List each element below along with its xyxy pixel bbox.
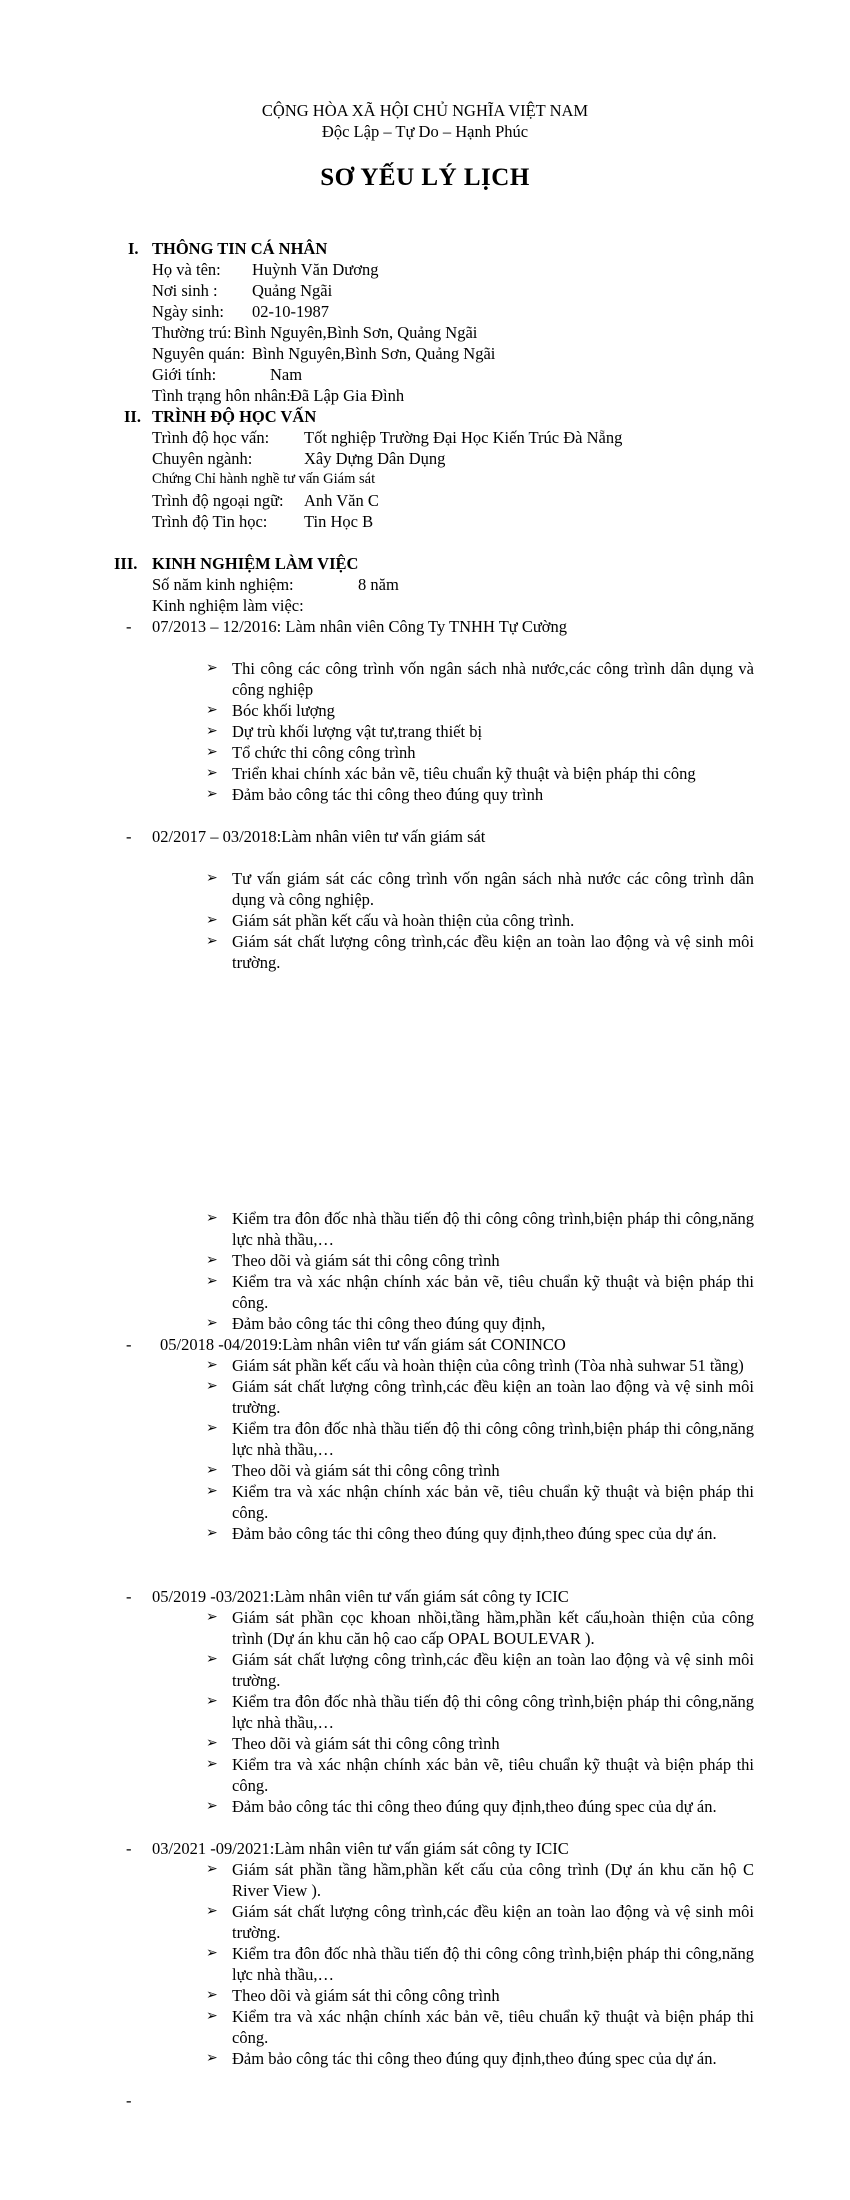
arrow-bullet-icon: ➢ <box>206 1693 218 1709</box>
list-item: ➢ Giám sát chất lượng công trình,các đều kiện an toàn lao động và vệ sinh môi trường. <box>206 1902 754 1942</box>
list-item: ➢ Theo dõi và giám sát thi công công trình <box>206 1986 500 2005</box>
list-item: ➢ Kiểm tra và xác nhận chính xác bản vẽ, tiêu chuẩn kỹ thuật và biện pháp thi công. <box>206 2007 754 2047</box>
list-item: ➢ Kiểm tra và xác nhận chính xác bản vẽ, tiêu chuẩn kỹ thuật và biện pháp thi công. <box>206 1272 754 1312</box>
job-bullet-list <box>206 1859 754 2069</box>
list-item: ➢ Đảm bảo công tác thi công theo đúng quy định,theo đúng spec của dự án. <box>206 1797 717 1816</box>
residence-label: Thường trú: <box>152 323 232 342</box>
nation-header: CỘNG HÒA XÃ HỘI CHỦ NGHĨA VIỆT NAM <box>261 101 589 120</box>
arrow-bullet-icon: ➢ <box>206 2050 218 2066</box>
arrow-bullet-icon: ➢ <box>206 2008 218 2024</box>
list-item: ➢ Kiểm tra đôn đốc nhà thầu tiến độ thi công công trình,biện pháp thi công,năng lực nhà thầu,… <box>206 1419 754 1459</box>
section-title-education: TRÌNH ĐỘ HỌC VẤN <box>152 407 317 426</box>
arrow-bullet-icon: ➢ <box>206 765 218 781</box>
job-dash: - <box>126 827 132 846</box>
education-level-label: Trình độ học vấn: <box>152 428 270 447</box>
arrow-bullet-icon: ➢ <box>206 1378 218 1394</box>
job-bullet-list <box>206 868 754 973</box>
residence-value: Bình Nguyên,Bình Sơn, Quảng Ngãi <box>234 323 478 342</box>
list-item: ➢ Kiểm tra đôn đốc nhà thầu tiến độ thi công công trình,biện pháp thi công,năng lực nhà thầu,… <box>206 1692 754 1732</box>
marital-label: Tình trạng hôn nhân: <box>152 386 291 405</box>
arrow-bullet-icon: ➢ <box>206 912 218 928</box>
dob-value: 02-10-1987 <box>252 302 329 321</box>
list-item: ➢ Giám sát phần kết cấu và hoàn thiện của công trình. <box>206 911 575 930</box>
arrow-bullet-icon: ➢ <box>206 1945 218 1961</box>
list-item: ➢ Theo dõi và giám sát thi công công trình <box>206 1734 500 1753</box>
education-level-value: Tốt nghiệp Trường Đại Học Kiến Trúc Đà Nẵng <box>304 428 623 447</box>
list-item: ➢ Tổ chức thi công công trình <box>206 743 416 762</box>
arrow-bullet-icon: ➢ <box>206 1651 218 1667</box>
arrow-bullet-icon: ➢ <box>206 1210 218 1226</box>
list-item: ➢ Kiểm tra đôn đốc nhà thầu tiến độ thi công công trình,biện pháp thi công,năng lực nhà thầu,… <box>206 1209 754 1249</box>
section-number: II. <box>124 407 141 426</box>
arrow-bullet-icon: ➢ <box>206 1462 218 1478</box>
list-item: ➢ Giám sát phần tầng hầm,phần kết cấu của công trình (Dự án khu căn hộ C River View ). <box>206 1860 754 1900</box>
list-item: ➢ Kiểm tra và xác nhận chính xác bản vẽ, tiêu chuẩn kỹ thuật và biện pháp thi công. <box>206 1755 754 1795</box>
arrow-bullet-icon: ➢ <box>206 1315 218 1331</box>
arrow-bullet-icon: ➢ <box>206 723 218 739</box>
dob-label: Ngày sinh: <box>152 302 224 321</box>
job-dash: - <box>126 1335 132 1354</box>
section-title-personal: THÔNG TIN CÁ NHÂN <box>152 239 328 258</box>
language-label: Trình độ ngoại ngữ: <box>152 491 284 510</box>
list-item: ➢ Triển khai chính xác bản vẽ, tiêu chuẩn kỹ thuật và biện pháp thi công <box>206 764 696 783</box>
list-item: ➢ Theo dõi và giám sát thi công công trình <box>206 1251 500 1270</box>
section-title-experience: KINH NGHIỆM LÀM VIỆC <box>152 554 359 573</box>
job-heading: 05/2019 -03/2021:Làm nhân viên tư vấn giám sát công ty ICIC <box>152 1587 569 1606</box>
certificate: Chứng Chỉ hành nghề tư vấn Giám sát <box>152 471 376 487</box>
it-label: Trình độ Tin học: <box>152 512 268 531</box>
job-dash: - <box>126 1839 132 1858</box>
arrow-bullet-icon: ➢ <box>206 1735 218 1751</box>
language-value: Anh Văn C <box>304 491 379 510</box>
list-item: ➢ Giám sát chất lượng công trình,các đều kiện an toàn lao động và vệ sinh môi trường. <box>206 1650 754 1690</box>
origin-label: Nguyên quán: <box>152 344 246 363</box>
years-value: 8 năm <box>358 575 399 594</box>
arrow-bullet-icon: ➢ <box>206 1756 218 1772</box>
arrow-bullet-icon: ➢ <box>206 870 218 886</box>
origin-value: Bình Nguyên,Bình Sơn, Quảng Ngãi <box>252 344 496 363</box>
list-item: ➢ Thi công các công trình vốn ngân sách nhà nước,các công trình dân dụng và công nghiệp <box>206 659 754 699</box>
arrow-bullet-icon: ➢ <box>206 1357 218 1373</box>
list-item: ➢ Tư vấn giám sát các công trình vốn ngân sách nhà nước các công trình dân dụng và công nghiệp. <box>206 869 754 909</box>
list-item: ➢ Theo dõi và giám sát thi công công trình <box>206 1461 500 1480</box>
list-item: ➢ Đảm bảo công tác thi công theo đúng quy định, <box>206 1314 546 1333</box>
list-item: ➢ Dự trù khối lượng vật tư,trang thiết bị <box>206 722 483 741</box>
list-item: ➢ Đảm bảo công tác thi công theo đúng quy trình <box>206 785 544 804</box>
arrow-bullet-icon: ➢ <box>206 933 218 949</box>
gender-value: Nam <box>270 365 303 384</box>
arrow-bullet-icon: ➢ <box>206 1798 218 1814</box>
list-item: ➢ Kiểm tra và xác nhận chính xác bản vẽ, tiêu chuẩn kỹ thuật và biện pháp thi công. <box>206 1482 754 1522</box>
arrow-bullet-icon: ➢ <box>206 1861 218 1877</box>
trailing-dash: - <box>126 2091 132 2110</box>
arrow-bullet-icon: ➢ <box>206 1273 218 1289</box>
list-item: ➢ Đảm bảo công tác thi công theo đúng quy định,theo đúng spec của dự án. <box>206 1524 717 1543</box>
major-value: Xây Dựng Dân Dụng <box>304 449 446 468</box>
arrow-bullet-icon: ➢ <box>206 1252 218 1268</box>
name-value: Huỳnh Văn Dương <box>252 260 379 279</box>
list-item: ➢ Đảm bảo công tác thi công theo đúng quy định,theo đúng spec của dự án. <box>206 2049 717 2068</box>
arrow-bullet-icon: ➢ <box>206 702 218 718</box>
document-title: SƠ YẾU LÝ LỊCH <box>320 164 530 191</box>
it-value: Tin Học B <box>304 512 374 531</box>
job-bullet-list-continued <box>206 1208 754 1334</box>
arrow-bullet-icon: ➢ <box>206 1987 218 2003</box>
arrow-bullet-icon: ➢ <box>206 1420 218 1436</box>
list-item: ➢ Giám sát chất lượng công trình,các đều kiện an toàn lao động và vệ sinh môi trường. <box>206 932 754 972</box>
marital-value: Đã Lập Gia Đình <box>290 386 405 405</box>
job-heading: 05/2018 -04/2019:Làm nhân viên tư vấn giám sát CONINCO <box>160 1335 566 1354</box>
arrow-bullet-icon: ➢ <box>206 1483 218 1499</box>
birthplace-value: Quảng Ngãi <box>252 281 333 300</box>
job-dash: - <box>126 1587 132 1606</box>
job-heading: 02/2017 – 03/2018:Làm nhân viên tư vấn giám sát <box>152 827 486 846</box>
birthplace-label: Nơi sinh : <box>152 281 218 300</box>
section-number: III. <box>114 554 138 573</box>
list-item: ➢ Giám sát chất lượng công trình,các đều kiện an toàn lao động và vệ sinh môi trường. <box>206 1377 754 1417</box>
arrow-bullet-icon: ➢ <box>206 1903 218 1919</box>
job-heading: 07/2013 – 12/2016: Làm nhân viên Công Ty TNHH Tự Cường <box>152 617 568 636</box>
job-bullet-list <box>206 1607 754 1817</box>
list-item: ➢ Giám sát phần cọc khoan nhồi,tầng hầm,phần kết cấu,hoàn thiện của công trình (Dự án khu căn hộ cao cấp OPAL BOULEVAR ). <box>206 1608 754 1648</box>
section-number: I. <box>128 239 139 258</box>
arrow-bullet-icon: ➢ <box>206 1609 218 1625</box>
list-item: ➢ Bóc khối lượng <box>206 701 335 720</box>
name-label: Họ và tên: <box>152 260 221 279</box>
list-item: ➢ Giám sát phần kết cấu và hoàn thiện của công trình (Tòa nhà suhwar 51 tầng) <box>206 1356 744 1375</box>
motto: Độc Lập – Tự Do – Hạnh Phúc <box>321 122 529 141</box>
job-dash: - <box>126 617 132 636</box>
job-bullet-list <box>206 658 754 805</box>
job-bullet-list <box>206 1355 754 1544</box>
gender-label: Giới tính: <box>152 365 217 384</box>
years-label: Số năm kinh nghiệm: <box>152 575 294 594</box>
experience-list-label: Kinh nghiệm làm việc: <box>152 596 304 615</box>
arrow-bullet-icon: ➢ <box>206 660 218 676</box>
arrow-bullet-icon: ➢ <box>206 786 218 802</box>
job-heading: 03/2021 -09/2021:Làm nhân viên tư vấn giám sát công ty ICIC <box>152 1839 569 1858</box>
list-item: ➢ Kiểm tra đôn đốc nhà thầu tiến độ thi công công trình,biện pháp thi công,năng lực nhà thầu,… <box>206 1944 754 1984</box>
arrow-bullet-icon: ➢ <box>206 1525 218 1541</box>
arrow-bullet-icon: ➢ <box>206 744 218 760</box>
major-label: Chuyên ngành: <box>152 449 253 468</box>
